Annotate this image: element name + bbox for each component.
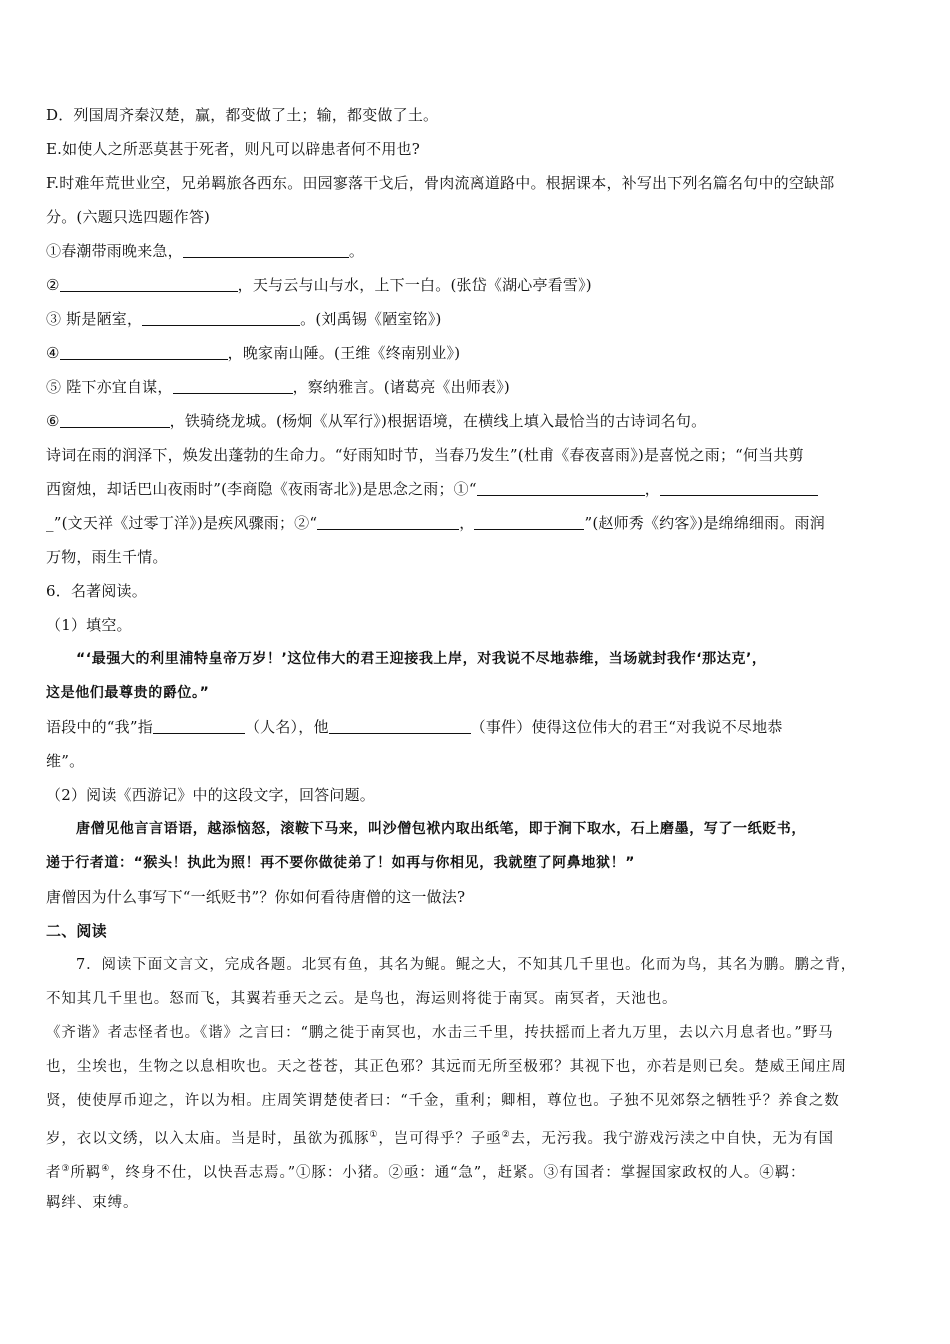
answer-blank[interactable] bbox=[173, 375, 293, 394]
rain-paragraph-line1: 诗词在雨的润泽下，焕发出蓬勃的生命力。“好雨知时节，当春乃发生”(杜甫《春夜喜雨》)是喜悦之雨；“何当共剪 bbox=[46, 446, 804, 464]
subquestion-2: （2）阅读《西游记》中的这段文字，回答问题。 bbox=[46, 786, 375, 804]
fill-gulliver-line1: 语段中的“我”指 （人名），他 （事件）使得这位伟大的君王“对我说不尽地恭 bbox=[46, 710, 910, 744]
fill-item-3: ③ 斯是陋室， 。(刘禹锡《陋室铭》) bbox=[46, 302, 910, 336]
quote-xiyouji-line1: 唐僧见他言言语语，越添恼怒，滚鞍下马来，叫沙僧包袱内取出纸笔，即于涧下取水，石上磨墨，写了一纸贬书， bbox=[76, 821, 806, 837]
passage-line1: 7．阅读下面文言文，完成各题。北冥有鱼，其名为鲲。鲲之大，不知其几千里也。化而为鸟，其名为鹏。鹏之背， bbox=[76, 957, 857, 973]
answer-blank[interactable] bbox=[477, 477, 645, 496]
document-page bbox=[46, 98, 910, 1220]
answer-blank[interactable] bbox=[142, 307, 300, 326]
answer-blank[interactable] bbox=[329, 715, 471, 734]
passage-line4: 也，尘埃也，生物之以息相吹也。天之苍苍，其正色邪？其远而无所至极邪？其视下也，亦若是则已矣。楚威王闻庄周 bbox=[46, 1059, 847, 1075]
footnote-mark: ③ bbox=[61, 1164, 71, 1174]
answer-blank[interactable] bbox=[60, 341, 228, 360]
section-reading-title: 二、阅读 bbox=[46, 922, 107, 940]
xiyouji-question: 唐僧因为什么事写下“一纸贬书”？你如何看待唐僧的这一做法? bbox=[46, 888, 466, 906]
subquestion-1: （1）填空。 bbox=[46, 616, 132, 634]
passage-line8: 羁绊、束缚。 bbox=[46, 1195, 139, 1211]
fill-item-5: ⑤ 陛下亦宜自谋， ，察纳雅言。(诸葛亮《出师表》) bbox=[46, 370, 910, 404]
passage-line2: 不知其几千里也。怒而飞，其翼若垂天之云。是鸟也，海运则将徙于南冥。南冥者，天池也。 bbox=[46, 991, 678, 1007]
passage-line7: 者③所羁④，终身不仕，以快吾志焉。”①豚：小猪。②亟：通“急”，赶紧。③有国者：掌握国家政权的人。④羁： bbox=[46, 1164, 806, 1181]
answer-blank[interactable] bbox=[153, 715, 245, 734]
answer-blank[interactable] bbox=[474, 511, 584, 530]
rain-paragraph-line3: _”(文天祥《过零丁洋》)是疾风骤雨；②“ ， ”(赵师秀《约客》)是绵绵细雨。雨润 bbox=[46, 506, 910, 540]
answer-blank[interactable] bbox=[660, 477, 818, 496]
quote-gulliver-line1: “‘最强大的利里浦特皇帝万岁！’这位伟大的君王迎接我上岸，对我说不尽地恭维，当场就封我作‘那达克’， bbox=[76, 651, 767, 667]
passage-line3: 《齐谐》者志怪者也。《谐》之言曰：“鹏之徙于南冥也，水击三千里，抟扶摇而上者九万里，去以六月息者也。”野马 bbox=[46, 1025, 834, 1041]
footnote-mark: ④ bbox=[101, 1164, 111, 1174]
fill-item-2: ② ，天与云与山与水，上下一白。(张岱《湖心亭看雪》) bbox=[46, 268, 910, 302]
answer-blank[interactable] bbox=[183, 239, 349, 258]
quote-xiyouji-line2: 递于行者道：“猴头！执此为照！再不要你做徒弟了！如再与你相见，我就堕了阿鼻地狱！” bbox=[46, 855, 635, 871]
option-f-line1: F.时难年荒世业空，兄弟羁旅各西东。田园寥落干戈后，骨肉流离道路中。根据课本，补写出下列名篇名句中的空缺部 bbox=[46, 174, 835, 192]
fill-item-6: ⑥ ，铁骑绕龙城。(杨炯《从军行》)根据语境，在横线上填入最恰当的古诗词名句。 bbox=[46, 404, 910, 438]
option-e: E.如使人之所恶莫甚于死者，则凡可以辟患者何不用也? bbox=[46, 140, 420, 158]
rain-paragraph-line2: 西窗烛，却话巴山夜雨时”(李商隐《夜雨寄北》)是思念之雨；①“ ， bbox=[46, 472, 910, 506]
option-d: D．列国周齐秦汉楚，赢，都变做了土；输，都变做了土。 bbox=[46, 106, 439, 124]
answer-blank[interactable] bbox=[317, 511, 459, 530]
footnote-mark: ② bbox=[501, 1130, 511, 1140]
fill-gulliver-line2: 维”。 bbox=[46, 752, 85, 770]
fill-item-1: ①春潮带雨晚来急， 。 bbox=[46, 234, 910, 268]
question-6-title: 6．名著阅读。 bbox=[46, 582, 147, 600]
quote-gulliver-line2: 这是他们最尊贵的爵位。” bbox=[46, 685, 210, 701]
footnote-mark: ① bbox=[369, 1130, 379, 1140]
fill-item-4: ④ ，晚家南山陲。(王维《终南别业》) bbox=[46, 336, 910, 370]
passage-line6: 岁，衣以文绣，以入太庙。当是时，虽欲为孤豚①，岂可得乎？子亟②去，无污我。我宁游戏污渎之中自快，无为有国 bbox=[46, 1130, 834, 1147]
passage-line5: 贤，使使厚币迎之，许以为相。庄周笑谓楚使者曰：“千金，重利；卿相，尊位也。子独不见郊祭之牺牲乎？养食之数 bbox=[46, 1093, 840, 1109]
rain-paragraph-line4: 万物，雨生千情。 bbox=[46, 548, 168, 566]
answer-blank[interactable] bbox=[60, 273, 238, 292]
answer-blank[interactable] bbox=[60, 409, 170, 428]
option-f-line2: 分。(六题只选四题作答) bbox=[46, 208, 211, 226]
